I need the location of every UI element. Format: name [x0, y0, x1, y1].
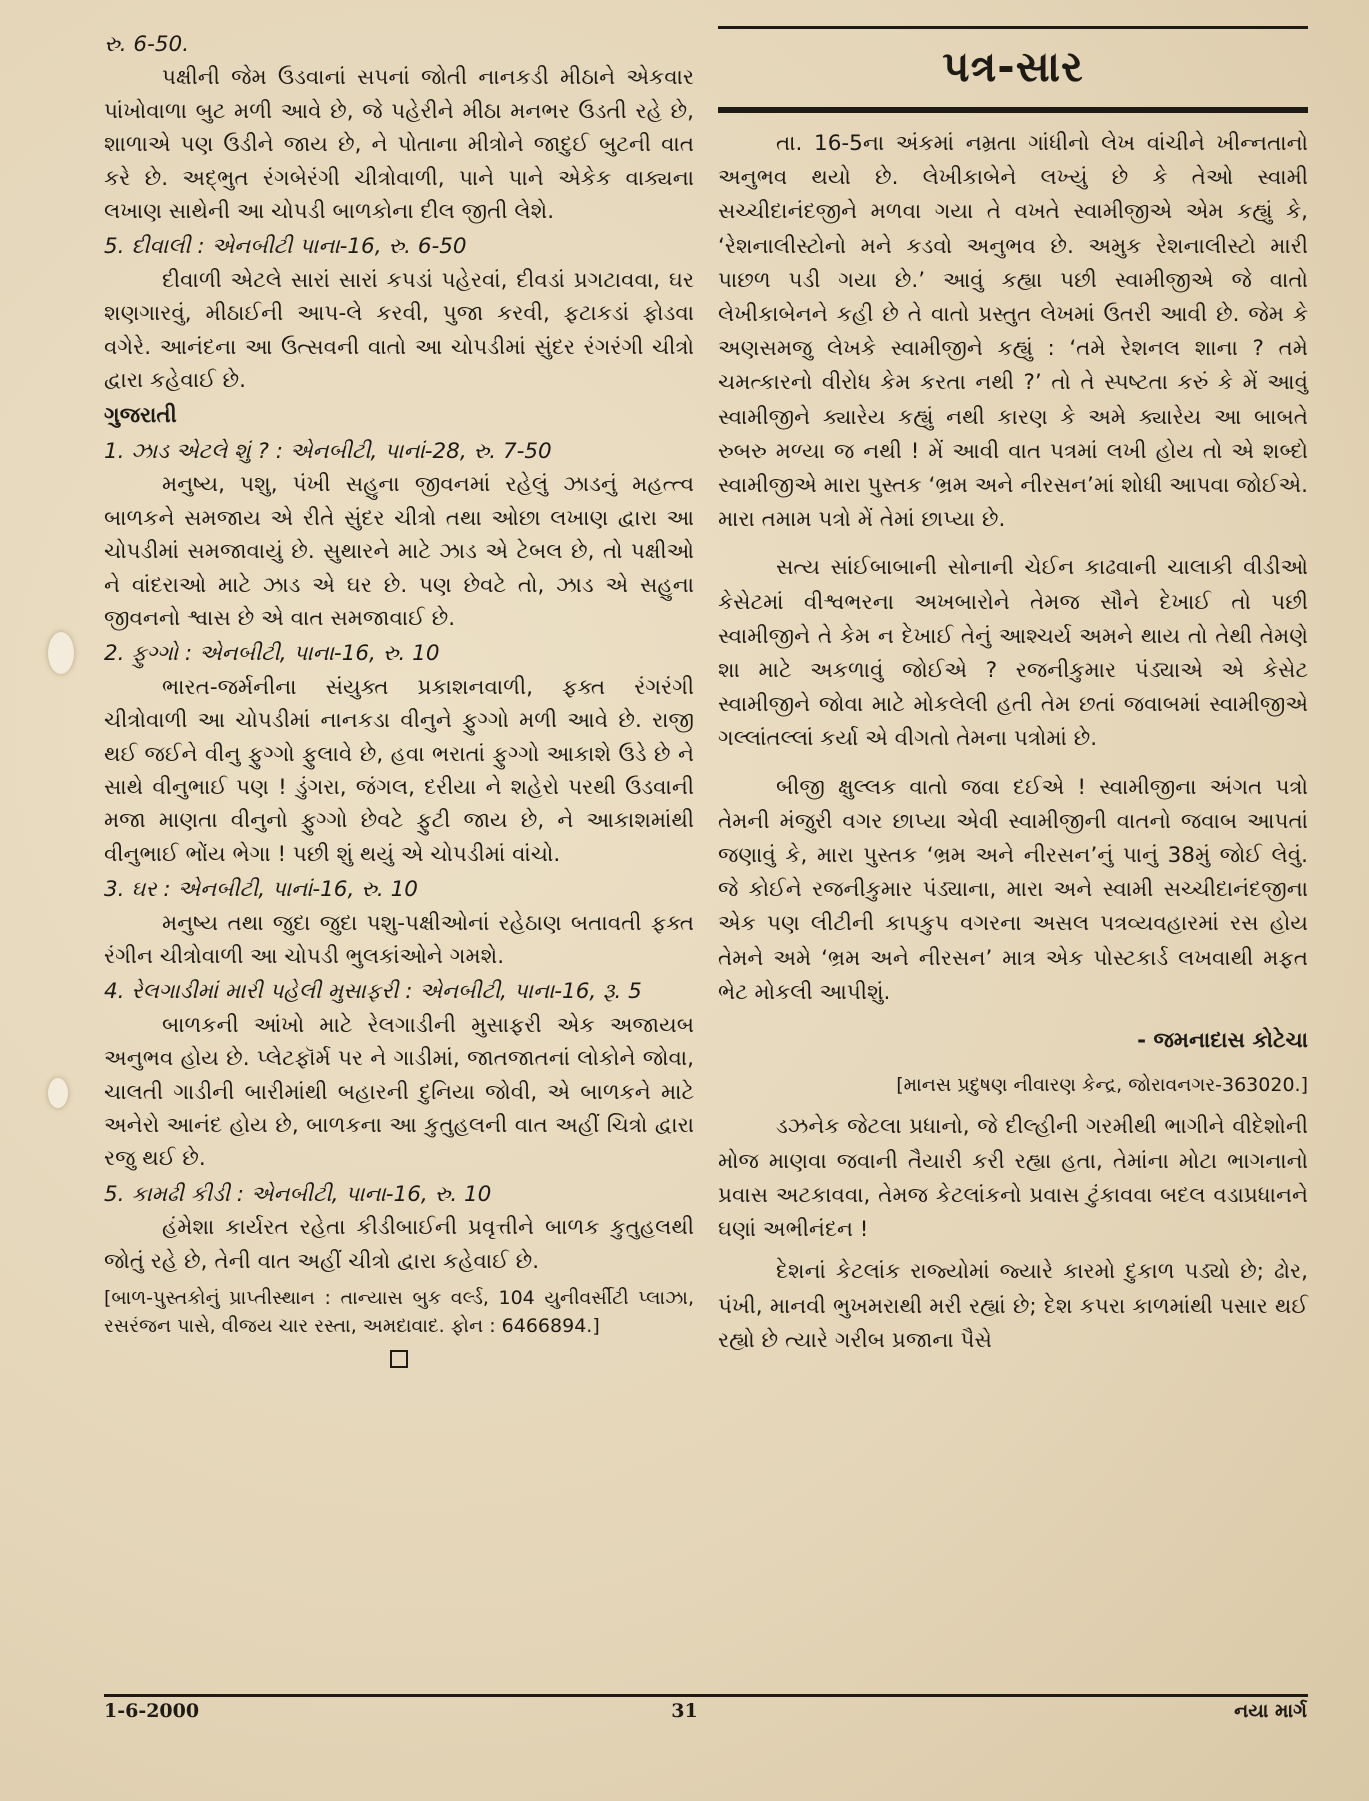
publication-name: નયા માર્ગ	[1234, 1700, 1307, 1722]
book-description: હંમેશા કાર્યરત રહેતા કીડીબાઈની પ્રવૃત્તીને બાળક કુતુહલથી જોતું રહે છે, તેની વાત અહીં ચીત્રો દ્વારા કહેવાઈ છે.	[104, 1215, 694, 1274]
letter-paragraph: બીજી ક્ષુલ્લક વાતો જવા દઈએ ! સ્વામીજીના અંગત પત્રો તેમની મંજુરી વગર છાપ્યા એવી સ્વામીજીની વાતનો જવાબ આપતાં જણાવું કે, મારા પુસ્તક ‘ભ્રમ અને નીરસન’નું પાનું 38મું જોઈ લેવું. જે કોઈને રજનીકુમાર પંડ્યાના, મારા અને સ્વામી સચ્ચીદાનંદજીના એક પણ લીટીની કાપકુપ વગરના અસલ પત્રવ્યવહારમાં રસ હોય તેમને અમે ‘ભ્રમ અને નીરસન’ માત્ર એક પોસ્ટકાર્ડ લખવાથી મફત ભેટ મોકલી આપીશું.	[718, 774, 1308, 1005]
issue-date: 1-6-2000	[104, 1700, 200, 1722]
letter-paragraph: દેશનાં કેટલાંક રાજ્યોમાં જ્યારે કારમો દુકાળ પડ્યો છે; ઢોર, પંખી, માનવી ભુખમરાથી મરી રહ્યાં છે; દેશ કપરા કાળમાંથી પસાર થઈ રહ્યો છે ત્યારે ગરીબ પ્રજાના પૈસે	[718, 1259, 1308, 1353]
book-description: મનુષ્ય તથા જુદા જુદા પશુ-પક્ષીઓનાં રહેઠાણ બતાવતી ફક્ત રંગીન ચીત્રોવાળી આ ચોપડી ભુલકાંઓને ગમશે.	[104, 910, 694, 969]
divider	[718, 26, 1308, 29]
book-description: દીવાળી એટલે સારાં સારાં કપડાં પહેરવાં, દીવડાં પ્રગટાવવા, ઘર શણગારવું, મીઠાઈની આપ-લે કરવી, પુજા કરવી, ફટાકડાં ફોડવા વગેરે. આનંદના આ ઉત્સવની વાતો આ ચોપડીમાં સુંદર રંગરંગી ચીત્રો દ્વારા કહેવાઈ છે.	[104, 267, 694, 394]
divider	[718, 107, 1308, 113]
letter-paragraph: ડઝનેક જેટલા પ્રધાનો, જે દીલ્હીની ગરમીથી ભાગીને વીદેશોની મોજ માણવા જવાની તૈયારી કરી રહ્યા હતા, તેમાંના મોટા ભાગનાનો પ્રવાસ અટકાવવા, તેમજ કેટલાંકનો પ્રવાસ ટુંકાવવા બદલ વડાપ્રધાનને ઘણાં અભીનંદન !	[718, 1114, 1308, 1243]
book-description: ભારત-જર્મનીના સંયુક્ત પ્રકાશનવાળી, ફક્ત રંગરંગી ચીત્રોવાળી આ ચોપડીમાં નાનકડા વીનુને ફુગ્ગો મળી આવે છે. રાજી થઈ જઈને વીનુ ફુગ્ગો ફુલાવે છે, હવા ભરાતાં ફુગ્ગો આકાશે ઉડે છે ને સાથે વીનુભાઈ પણ ! ડુંગરા, જંગલ, દરીયા ને શહેરો પરથી ઉડવાની મજા માણતા વીનુનો ફુગ્ગો છેવટે ફુટી જાય છે, ને આકાશમાંથી વીનુભાઈ ભોંય ભેગા ! પછી શું થયું એ ચોપડીમાં વાંચો.	[104, 674, 694, 867]
footer-divider	[104, 1694, 1308, 1697]
column-title: પત્ર-સાર	[942, 42, 1084, 91]
book-description: મનુષ્ય, પશુ, પંખી સહુના જીવનમાં રહેલું ઝાડનું મહત્ત્વ બાળકને સમજાય એ રીતે સુંદર ચીત્રો તથા ઓછા લખાણ દ્વારા આ ચોપડીમાં સમજાવાયું છે. સુથારને માટે ઝાડ એ ટેબલ છે, તો પક્ષીઓ ને વાંદરાઓ માટે ઝાડ એ ઘર છે. પણ છેવટે તો, ઝાડ એ સહુના જીવનનો શ્વાસ છે એ વાત સમજાવાઈ છે.	[104, 472, 694, 631]
letter-paragraph: સત્ય સાંઈબાબાની સોનાની ચેઈન કાઢવાની ચાલાકી વીડીઓ કેસેટમાં વીશ્વભરના અખબારોને તેમજ સૌને દેખાઈ તો પછી સ્વામીજીને તે કેમ ન દેખાઈ તેનું આશ્ચર્ય અમને થાય તો તેથી તેમણે શા માટે અકળાવું જોઈએ ? રજનીકુમાર પંડ્યાએ એ કેસેટ સ્વામીજીને જોવા માટે મોકલેલી હતી તેમ છતાં જવાબમાં સ્વામીજીએ ગલ્લાંતલ્લાં કર્યા એ વીગતો તેમના પત્રોમાં છે.	[718, 555, 1308, 752]
book-entry-title: 5. દીવાલી : એનબીટી પાના-16, રુ. 6-50	[104, 234, 467, 260]
letter-address: [માનસ પ્રદુષણ નીવારણ કેન્દ્ર, જોરાવનગર-363020.]	[896, 1074, 1308, 1097]
price-line: રુ. 6-50.	[104, 32, 190, 57]
page-number: 31	[671, 1700, 698, 1722]
punch-hole	[48, 632, 74, 674]
book-entry-title: 5. કામઢી કીડી : એનબીટી, પાના-16, રુ. 10	[104, 1181, 492, 1207]
right-column	[718, 26, 1308, 1358]
left-column	[104, 26, 694, 1368]
source-note: [બાળ-પુસ્તકોનું પ્રાપ્તીસ્થાન : તાન્યાસ બુક વર્લ્ડ, 104 યુનીવર્સીટી પ્લાઝા, રસરંજન પાસે, વીજય ચાર રસ્તા, અમદાવાદ. ફોન : 6466894.]	[104, 1287, 694, 1338]
section-heading: ગુજરાતી	[104, 403, 177, 429]
book-description: બાળકની આંખો માટે રેલગાડીની મુસાફરી એક અજાયબ અનુભવ હોય છે. પ્લેટફૉર્મ પર ને ગાડીમાં, જાતજાતનાં લોકોને જોવા, ચાલતી ગાડીની બારીમાંથી બહારની દુનિયા જોવી, એ બાળકને માટે અનેરો આનંદ હોય છે, બાળકના આ કુતુહલની વાત અહીં ચિત્રો દ્વારા રજુ થઈ છે.	[104, 1012, 694, 1172]
book-description: પક્ષીની જેમ ઉડવાનાં સપનાં જોતી નાનકડી મીઠાને એકવાર પાંખોવાળા બુટ મળી આવે છે, જે પહેરીને મીઠા મનભર ઉડતી રહે છે, શાળાએ પણ ઉડીને જાય છે, ને પોતાના મીત્રોને જાદુઈ બુટની વાત કરે છે. અદ્ભુત રંગબેરંગી ચીત્રોવાળી, પાને પાને એકેક વાક્યના લખાણ સાથેની આ ચોપડી બાળકોના દીલ જીતી લેશે.	[104, 65, 694, 225]
letter-signature: - જમનાદાસ કોટેચા	[1137, 1028, 1308, 1054]
letter-paragraph: તા. 16-5ના અંકમાં નમ્રતા ગાંધીનો લેખ વાંચીને ખીન્નતાનો અનુભવ થયો છે. લેખીકાબેને લખ્યું છે કે તેઓ સ્વામી સચ્ચીદાનંદજીને મળવા ગયા તે વખતે સ્વામીજીએ એમ કહ્યું કે, ‘રેશનાલીસ્ટોનો મને કડવો અનુભવ છે. અમુક રેશનાલીસ્ટો મારી પાછળ પડી ગયા છે.’ આવું કહ્યા પછી સ્વામીજીએ જે વાતો લેખીકાબેનને કહી છે તે વાતો પ્રસ્તુત લેખમાં ઉતરી આવી છે. જેમ કે અણસમજુ લેખકે સ્વામીજીને કહ્યું : ‘તમે રેશનલ શાના ? તમે ચમત્કારનો વીરોધ કેમ કરતા નથી ?’ તો તે સ્પષ્ટતા કરું કે મેં આવું સ્વામીજીને ક્યારેય કહ્યું નથી કારણ કે અમે ક્યારેય આ બાબતે રુબરુ મળ્યા જ નથી ! મેં આવી વાત પત્રમાં લખી હોય તો એ શબ્દો સ્વામીજીએ મારા પુસ્તક ‘ભ્રમ અને નીરસન’માં શોધી આપવા જોઈએ. મારા તમામ પત્રો મેં તેમાં છાપ્યા છે.	[718, 131, 1308, 533]
book-entry-title: 2. ફુગ્ગો : એનબીટી, પાના-16, રુ. 10	[104, 641, 440, 667]
book-entry-title: 4. રેલગાડીમાં મારી પહેલી મુસાફરી : એનબીટી, પાના-16, રૂ. 5	[104, 979, 642, 1005]
punch-hole	[48, 1078, 68, 1108]
book-entry-title: 1. ઝાડ એટલે શું ? : એનબીટી, પાનાં-28, રુ. 7-50	[104, 438, 552, 464]
book-entry-title: 3. ઘર : એનબીટી, પાનાં-16, રુ. 10	[104, 877, 418, 903]
end-mark-icon	[390, 1350, 408, 1368]
